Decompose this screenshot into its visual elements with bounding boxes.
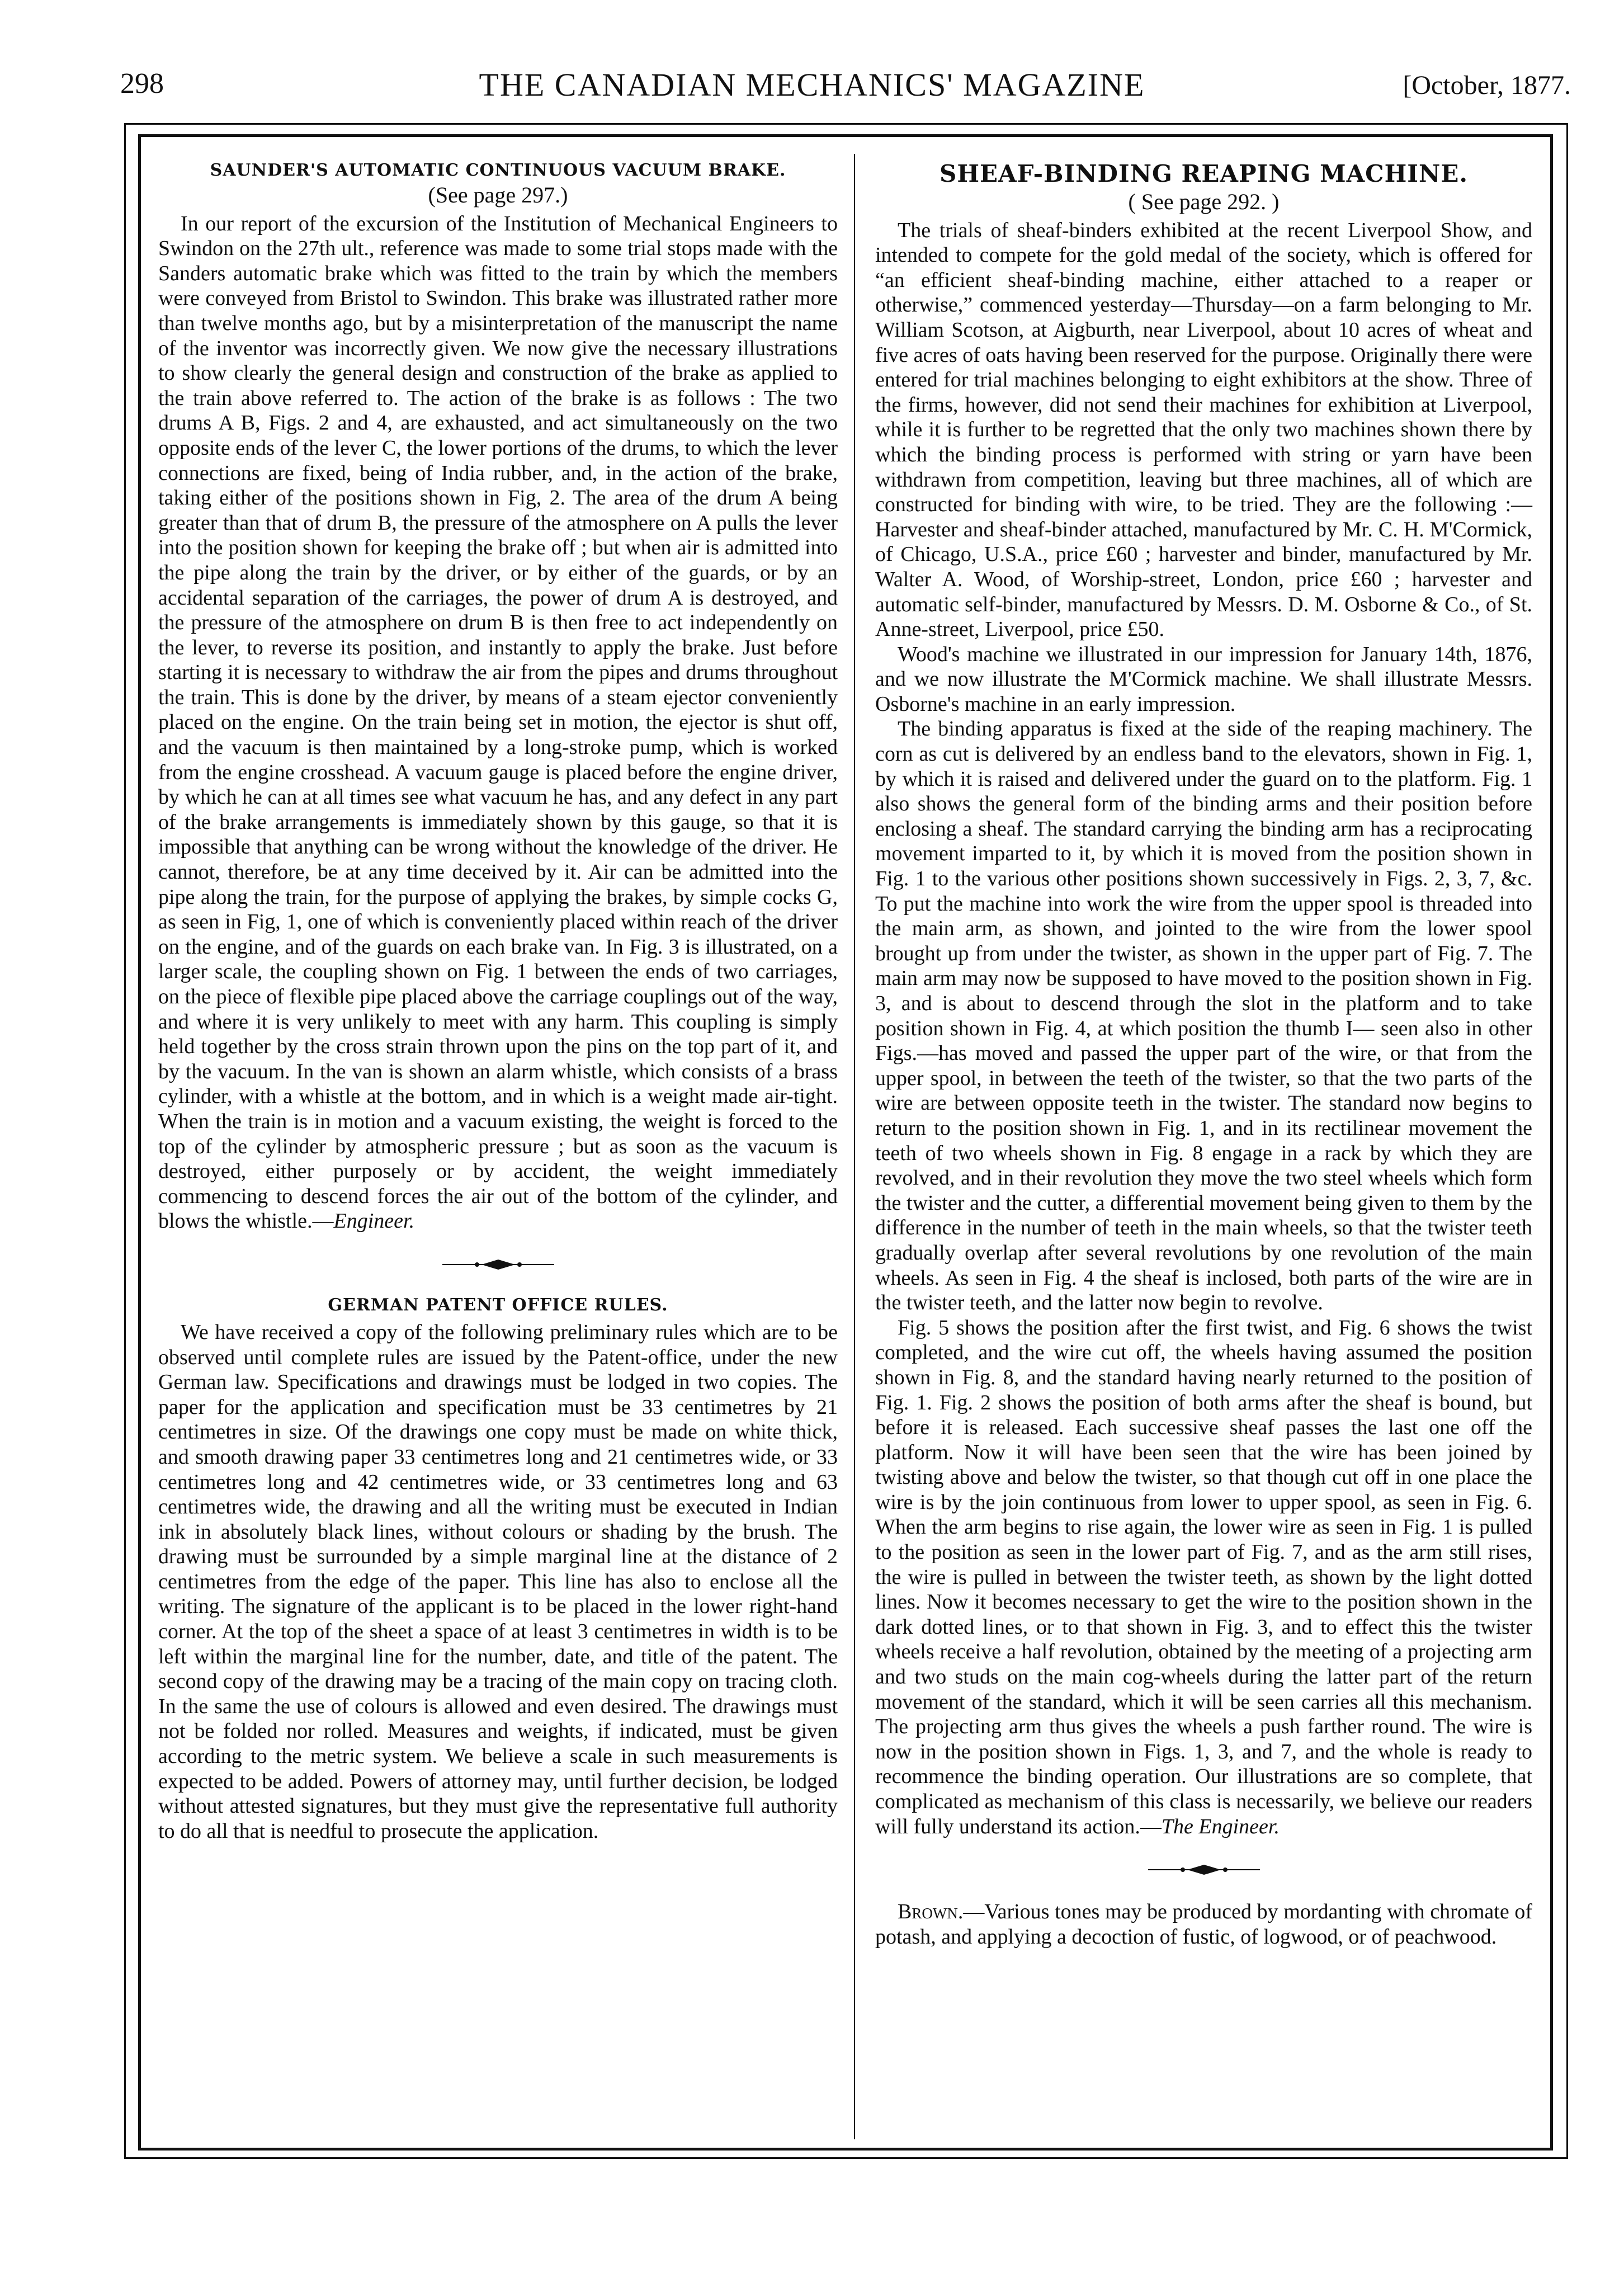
running-title: THE CANADIAN MECHANICS' MAGAZINE	[479, 67, 1145, 103]
ornament-rule-icon	[442, 1256, 554, 1273]
note-paragraph	[875, 1899, 1532, 1949]
page-number: 298	[120, 68, 164, 100]
issue-date: [October, 1877.	[1403, 70, 1571, 100]
note-lead: Brown.	[898, 1900, 964, 1924]
column-divider	[854, 154, 855, 2139]
article-body-paragraph	[158, 211, 838, 1234]
article-body-text: Fig. 5 shows the position after the first twist, and Fig. 6 shows the twist completed, and the wire cut off, the wheels having assumed the position shown in Fig. 8, and the standard having nearly returned to the position of Fig. 1. Fig. 2 shows the position of both arms after the sheaf is bound, but before it is released. Each successive sheaf passes the last one off the platform. Now it will have been seen that the wire has been joined by twisting above and below the twister, so that though cut off in one place the wire is by the join continuous from lower to upper spool, as seen in Fig. 6. When the arm begins to rise again, the lower wire as seen in Fig. 1 is pulled to the position as seen in the lower part of Fig. 7, and as the arm still rises, the wire is pulled in between the twister teeth, as shown by the light dotted lines. Now it becomes necessary to get the wire to the position shown in the dark dotted lines, or to that shown in Fig. 3, and to effect this the twister wheels receive a half revolution, obtained by the meeting of a projecting arm and two studs on the main cog-wheels during the latter part of the return movement of the standard, which it will be seen carries all this mechanism. The projecting arm thus gives the wheels a push farther round. The wire is now in the position shown in Figs. 1, 3, and 7, and the whole is ready to recommence the binding operation. Our illustrations are so complete, that complicated as mechanism of this class is necessarily, we believe our readers will fully understand its action.—	[875, 1315, 1532, 1838]
see-page-reference: (See page 297.)	[428, 182, 568, 207]
article-title-sheaf-binding: SHEAF-BINDING REAPING MACHINE.	[940, 160, 1468, 187]
right-column	[875, 159, 1532, 1949]
see-page-reference: ( See page 292. )	[1128, 189, 1280, 214]
section-ornament	[158, 1254, 838, 1276]
article-body-text: In our report of the excursion of the Institution of Mechanical Engineers to Swindon on the 27th ult., reference was made to some trial stops made with the Sanders automatic brake which was fitted to the train by which the members were conveyed from Bristol to Swindon. This brake was illustrated rather more than twelve months ago, but by a misinterpretation of the manuscript the name of the inventor was incorrectly given. We now give the necessary illustrations to show clearly the general design and construction of the brake as applied to the train above referred to. The action of the brake is as follows : The two drums A B, Figs. 2 and 4, are exhausted, and act simultaneously on the two opposite ends of the lever C, the lower portions of the drums, to which the lever connections are fixed, being of India rubber, and, in the action of the brake, taking either of the positions shown in Fig, 2. The area of the drum A being greater than that of drum B, the pressure of the atmosphere on A pulls the lever into the position shown for keeping the brake off ; but when air is admitted into the pipe along the train by the driver, or by either of the guards, or by an accidental separation of the carriages, the power of drum A is destroyed, and the pressure of the atmosphere on drum B is then free to act independently on the lever, to reverse its position, and instantly to apply the brake. Just before starting it is necessary to withdraw the air from the pipes and drums throughout the train. This is done by the driver, by means of a steam ejector conveniently placed on the engine. On the train being set in motion, the ejector is shut off, and the vacuum is then maintained by a long-stroke pump, which is worked from the engine crosshead. A vacuum gauge is placed before the engine driver, by which he can at all times see what vacuum he has, and any defect in any part of the brake arrangements is immediately shown by this gauge, so that it is impossible that anything can be wrong without the knowledge of the driver. He cannot, therefore, be at any time deceived by it. Air can be admitted into the pipe along the train, for the purpose of applying the brakes, by simple cocks G, as seen in Fig, 1, one of which is conveniently placed within reach of the driver on the engine, and of the guards on each brake van. In Fig. 3 is illustrated, on a larger scale, the coupling shown on Fig. 1 between the ends of two carriages, on the piece of flexible pipe placed above the carriage couplings out of the way, and where it is very unlikely to meet with any harm. This coupling is simply held together by the cross strain thrown upon the pins on the top part of it, and by the vacuum. In the van is shown an alarm whistle, which consists of a brass cylinder, with a whistle at the bottom, and in which is a weight made air-tight. When the train is in motion and a vacuum existing, the weight is forced to the top of the cylinder by atmospheric pressure ; but as soon as the vacuum is destroyed, either purposely or by accident, the weight immediately commencing to descend forces the air out of the bottom of the cylinder, and blows the whistle.—	[158, 211, 838, 1233]
section-ornament	[875, 1859, 1532, 1881]
article-body-paragraph: Wood's machine we illustrated in our impression for January 14th, 1876, and we now illustrate the M'Cormick machine. We shall illustrate Messrs. Osborne's machine in an early impression.	[875, 642, 1532, 716]
page-header	[0, 0, 1624, 112]
article-source: Engineer.	[333, 1209, 415, 1233]
ornament-rule-icon	[1148, 1861, 1260, 1878]
article-source: The Engineer.	[1161, 1814, 1280, 1838]
left-column	[158, 159, 838, 1843]
article-body-paragraph: The binding apparatus is fixed at the side of the reaping machinery. The corn as cut is delivered by an endless band to the elevators, shown in Fig. 1, by which it is raised and delivered under the guard on to the platform. Fig. 1 also shows the general form of the binding arms and their position before enclosing a sheaf. The standard carrying the binding arm has a reciprocating movement imparted to it, by which it is moved from the position shown in Fig. 1 to the various other positions shown successively in Figs. 2, 3, 7, &c. To put the machine into work the wire from the upper spool is threaded into the main arm, as shown, and jointed to the wire from the lower spool brought up from under the twister, as shown in the upper part of Fig. 7. The main arm may now be supposed to have moved to the position shown in Fig. 3, and is about to descend through the slot in the platform and to take position shown in Fig. 4, at which position the thumb I— seen also in other Figs.—has moved and passed the upper part of the wire, or that from the upper spool, in between the teeth of the twister, so that the two parts of the wire are between opposite teeth in the twister. The standard now begins to return to the position shown in Fig. 1, and in its rectilinear movement the teeth of two wheels shown in Fig. 8 engage in a rack by which they are revolved, and in their revolution they move the two steel wheels which form the twister and the cutter, a differential movement being given to them by the difference in the number of teeth in the main wheels, so that the twister teeth gradually overlap after several revolutions by one revolution of the main wheels. As seen in Fig. 4 the sheaf is inclosed, both parts of the wire are in the twister teeth, and the latter now begin to revolve.	[875, 717, 1532, 1315]
article-title-vacuum-brake: SAUNDER'S AUTOMATIC CONTINUOUS VACUUM BRAKE.	[210, 161, 786, 180]
note-body: —Various tones may be produced by mordanting with chromate of potash, and applying a decoction of fustic, of logwood, or of peachwood.	[875, 1900, 1532, 1949]
article-title-german-patent: GERMAN PATENT OFFICE RULES.	[328, 1295, 668, 1315]
article-body-paragraph: The trials of sheaf-binders exhibited at the recent Liverpool Show, and intended to compete for the gold medal of the society, which is offered for “an efficient sheaf-binding machine, either attached to a reaper or otherwise,” commenced yesterday—Thursday—on a farm belonging to Mr. William Scotson, at Aigburth, near Liverpool, about 10 acres of wheat and five acres of oats having been reserved for the purpose. Originally there were entered for trial machines belonging to eight exhibitors at the show. Three of the firms, however, did not send their machines for exhibition at Liverpool, while it is further to be regretted that the only two machines shown there by which the binding process is performed with string or yarn have been withdrawn from competition, leaving but three machines, all of which are constructed for binding with wire, to be tried. They are the following :— Harvester and sheaf-binder attached, manufactured by Mr. C. H. M'Cormick, of Chicago, U.S.A., price £60 ; harvester and binder, manufactured by Mr. Walter A. Wood, of Worship-street, London, price £60 ; harvester and automatic self-binder, manufactured by Messrs. D. M. Osborne & Co., of St. Anne-street, Liverpool, price £50.	[875, 218, 1532, 642]
article-body-paragraph	[875, 1315, 1532, 1839]
article-body-paragraph: We have received a copy of the following preliminary rules which are to be observed until complete rules are issued by the Patent-office, under the new German law. Specifications and drawings must be lodged in two copies. The paper for the application and specification must be 33 centimetres by 21 centimetres in size. Of the drawings one copy must be made on white thick, and smooth drawing paper 33 centimetres long and 21 centimetres wide, or 33 centimetres long and 42 centimetres wide, or 33 centimetres long and 63 centimetres wide, the drawing and all the writing must be executed in Indian ink in absolutely black lines, without colours or shading by the brush. The drawing must be surrounded by a simple marginal line at the distance of 2 centimetres from the edge of the paper. This line has also to enclose all the writing. The signature of the applicant is to be placed in the lower right-hand corner. At the top of the sheet a space of at least 3 centimetres in width is to be left within the marginal line for the number, date, and title of the patent. The second copy of the drawing may be a tracing of the main copy on tracing cloth. In the same the use of colours is allowed and even desired. The drawings must not be folded nor rolled. Measures and weights, if indicated, must be given according to the metric system. We believe a scale in such measurements is expected to be added. Powers of attorney may, until further decision, be lodged without attested signatures, but they must give the representative full authority to do all that is needful to prosecute the application.	[158, 1320, 838, 1843]
